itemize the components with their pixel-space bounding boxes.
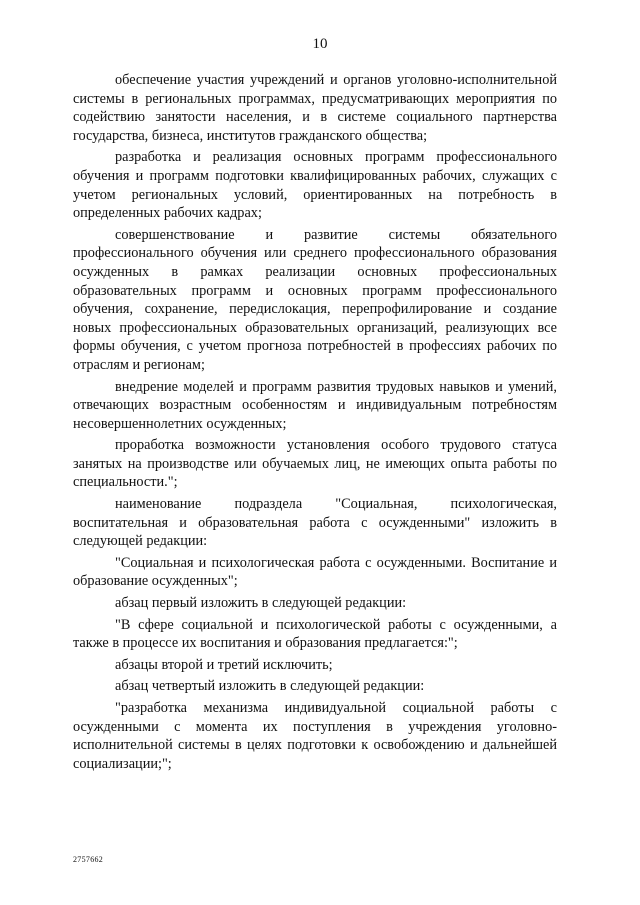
document-code: 2757662 [73, 855, 104, 864]
page-number: 10 [312, 36, 328, 52]
paragraph: совершенствование и развитие системы обязательного профессионального обучения или среднего профессионального образования осужденных в рамках реализации основных профессиональных образовательных программ и основных программ профессионального обучения, сохранение, передислокация, перепрофилирование и создание новых профессиональных образовательных организаций, реализующих все формы обучения, с учетом прогноза потребностей в профессиях рабочих по отраслям и регионам; [73, 226, 557, 373]
document-body [73, 71, 557, 773]
paragraph: абзац первый изложить в следующей редакции: [115, 595, 407, 612]
paragraph: разработка и реализация основных программ профессионального обучения и программ подготовки квалифицированных рабочих, служащих с учетом региональных условий, ориентированных на потребность в определенных рабочих кадрах; [73, 149, 557, 222]
paragraph: "В сфере социальной и психологической работы с осужденными, а также в процессе их воспитания и образования предлагается:"; [73, 616, 557, 652]
paragraph: "Социальная и психологическая работа с осужденными. Воспитание и образование осужденных"; [73, 554, 557, 590]
paragraph: абзацы второй и третий исключить; [115, 656, 333, 673]
paragraph: обеспечение участия учреждений и органов уголовно-исполнительной системы в региональных программах, предусматривающих мероприятия по содействию занятости населения, и в системе социального партнерства государства, бизнеса, институтов гражданского общества; [73, 72, 557, 144]
paragraph: абзац четвертый изложить в следующей редакции: [115, 678, 425, 695]
paragraph: "разработка механизма индивидуальной социальной работы с осужденными с момента их поступления в учреждения уголовно-исполнительной системы в целях подготовки к освобождению и дальнейшей социализации;"; [73, 700, 557, 772]
paragraph: внедрение моделей и программ развития трудовых навыков и умений, отвечающих возрастным особенностям и индивидуальным потребностям несовершеннолетних осужденных; [73, 378, 557, 432]
paragraph: проработка возможности установления особого трудового статуса занятых на производстве или обучаемых лиц, не имеющих опыта работы по специальности."; [73, 437, 557, 491]
paragraph: наименование подраздела "Социальная, психологическая, воспитательная и образовательная работа с осужденными" изложить в следующей редакции: [73, 496, 557, 550]
